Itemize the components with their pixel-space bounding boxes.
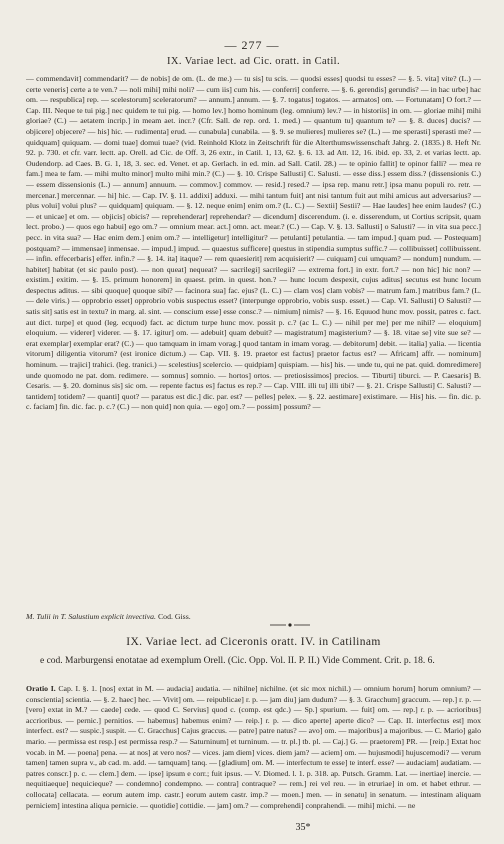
oratio-label: Oratio I.	[26, 684, 56, 693]
page-number: — 277 —	[224, 38, 280, 52]
running-head: IX. Variae lect. ad Cic. oratt. in Catil.	[166, 56, 341, 67]
section-heading-text: IX. Variae lect. ad Ciceronis oratt. IV. in Catilinam	[126, 636, 381, 648]
signature-mark-text: 35*	[295, 822, 311, 833]
signature-mark	[0, 822, 486, 833]
section-heading	[26, 636, 481, 648]
oratio-readings: Cap. I. §. 1. [nos] extat in M. — audacia] audatia. — nihilne] nichilne. (et sic mox nichil.) — omnium horum] horum omnium? — conscientia] scientia. — §. 2. haec] hec. — Vivit] om. — reipublicae] r. p. — jam diu] jam dudum? — §. 3. Gracchum] graccum. — rep.] r. p. — [vero] extat in M.? — caede] cede. — quod C. Servius] quod c. (comp. est qdc.) — Sp.] spurium. — fuit] om. — rep.] r. p. — acrioribus] accrioribus. — pernic.] pernitios. — habemus] habemus enim? — reip.] r. p. — dico aperte] aperte dico? — Cap. II. interfectus est] mox interfect. est? — suspic.] suspit. — C. Gracchus] Cajus graccus. — patre] patre natus? — avo] om. — majoribus] a majoribus. — C. Mario] galo mario. — permissa est resp.] est permissa resp.? — Saturninum] et turninum. — tr. pl.] tb. pl. — Caj.] G. — praetorem] PR. — [reip.] Extat hoc vocab. in M. — poena] pena. — at nos] at vero nos? — vices. jam diem] vices. diem jam? — aciem] om. — hujusmodi] hujuscemodi? — verum tamen] tamen supra v., ab cad. m. add. — tamquam] tanq. — [gladium] om. M. — interfectum te esse] te interf. esse? — audaciam] audatiam. — patres conscr.] p. c. — clem.] dem. — ipse] ipsum e corr.; fuit ipsus. — V. Diomed. l. 1. p. 318. ap. Putsch. Gramm. Lat. — inertiae] inercie. — nequitiaeque] nequicieque? — condemno] condempno. — contra] contraque? — rem.] rei vel reu. — in etruriae] in om. et habet ethrur. — collocata] cellacata. — eorum autem imp. castr.] eorum autem castr. imp.? — moen.] men. — in senatu] in senatum. — intestinam aliquam perniciem] intestina aliqua pernicie. — quotidie] cottidie. — jam] om.? — comprehendi] conprahendi. — mihi] michi. — ne	[26, 684, 481, 810]
explicit-line	[26, 612, 481, 623]
explicit-text: M. Tulii in T. Salustium explicit invectiva.	[26, 612, 157, 621]
variant-readings-block-2	[26, 684, 481, 814]
section-intro: e cod. Marburgensi enotatae ad exemplum Orell. (Cic. Opp. Vol. II. P. II.) Vide Comment. Crit. p. 18. 6.	[40, 656, 435, 666]
ornament-rule-icon	[270, 622, 310, 628]
explicit-source: Cod. Giss.	[157, 612, 191, 621]
variant-readings-block-1: — commendavit] commendarit? — de nobis] de om. (L. de me.) — tu sis] tu scis. — quodsi esses] quodsi tu esses? — §. 5. vita] vite? (L.) — certe veneris] certe a te ven.? — noli mihi] mihi noli? — cum iis] cum his. — conferri] conferre. — §. 6. gerendis] gerundis? — in hac urbe] hac om. — respublica] rep. — scelestorum] sceleratorum? — annum.] annum. — §. 7. togatus] togatos. — armatos] om. — Fortunatam] O fort.? — Cap. III. Neque te tui pig.] nec quidem te tui pig. — homo lev.] homo hominum (leg. omnium) lev.? — in historiis] in om. — gloriae mihi] mihi gloriae? (C.) — aetatem incrip.] in meam aet. incr.? (Cfr. Sall. de rep. ord. 1. med.) — quantum tu] quantum te? — §. 8. duces] ducis? — objicere] objecere? — his] hic. — rudimenta] erud. — cunabula] cunabila. — §. 9. se mulieres] mulieres se? (L.) — me sperasti] sperasti me? — quidquam] quiquam. — domi tuae] domui tuae? (vid. Reinhold Klotz in Zeitschrift für die Alterthumswissenschaft Jahrg. 2. (1835.) 8. Heft Nr. 92. p. 730. et cfr. varr. lectt. ap. Orell. ad Cic. de Off. 3, 26 extr., in Catil. 1, 13, 62. §. 6. 13. ad Att. 12, 16. ibid. ep. 33, 2. et varias lectt. ap. Oudendorp. ad Caes. B. G. 1, 18, 3. sec. ed. Venet. et ap. Gerlach. in ed. min. ad Sall. Catil. 28.) — te opinio fallit] te opinor falli? — mea re fam.] mea te fam. — mihi multo minor] multo mihi min.? (C.) — §. 10. Crispe Sallusti] C. Salusti. — esse diss.] essem diss.? (dissensionis C.) — essem dissensionis (L.) — annum] annuum. — commov.] commov. — resid.] resed.? — ipsa rep. manu retr.] ipsa manu populi ro. retr. — mercenar.] mercennar. — hi] hic. — Cap. IV. §. 11. addixi] adduxi. — mihi tantum fuit] ant nisi tantum fuit aut mihi amicus aut adversarius? — plus volui] volui plus? — quidquam] quiquam. — §. 12. neque enim] enim om.? (L. C.) — Sextii] Sestii? — Hae laudes] hee enim laudes? (C.) — et unicae] et om. — objicis] obicis? — reprehenderar] reprehendar? — dicendum] discerendum. (i. e. disserendum, ut Cortius scripsit, quam lect. probo.) — quos ego habui] ego om.? — omnium mear. act.] omn. act. mear.? (C.) — Cap. V. §. 13. Sallusti] o Salusti? — in vita sua pecc.] pecc. in vita sua? — Hac enim dem.] enim om.? — intelligetur] intelligitur? — petulanti] petulantia. — tam impud.] quam pud. — Postequam] postquam? — immensae] inmensae. — impud.] impud. — quaestus sufficere] questus in stipendia sumptus suffic.? — collibuisset] collibuissent. — infin. effecerbaris] effer. infin.? — §. 14. ita] itaque? — rem quaesierit] rem acquisierit? — cuiquam] cui umquam? — nondum] nundum. — habitet] habitat (et sic paulo post). — non queat] nequeat? — sacrilegi] sacrilegii? — extrema fort.] in extr. fort.? — non hic] hic non? — existim.] exitim. — §. 15. primum honorem] in quaest. prim. in quest. hon.? — hunc locum despexit, cujus aditus] secutus est hunc locum despectus aditus. — sibi quoque] quoque sibi? — facinora sua] fac. ejus? (L. C.) — clam vos] clam vobis? — matrum fam.] matribus fam.? (L. — dele viris.) — opprobrio esset] opprobrio vobis suspectus esset? (interpunge opprobrio, vobis susp. esset.) — Cap. VI. Sallusti] O Salusti? — satis sit] satis est in textu? in marg. al. sint. — conscium esse] esse consc.? — nimium] nimis? — §. 16. Equuod hunc mov. possit, patres c. fact. aut dict. turpe] et quod (leg. ecquod) fact. ac dictum turpe hunc mov. possit p. c.? (ac L. C.) — nihil per me] per me nihil? — eloquium] eloquium. — viderer] viderer. — §. 17. igitur] om. — adebuit] quam debuit? — magistratum] magisterium? — §. 18. vitae se] vite sue se? — erat exemplar] exemplar erat? (C.) — quo tamquam in imam vorag.] quod tantam in imam vorag. — debitorum] debit. — italia] yalia. — licentia vitorum] diligentia vitorum? (est ironice dictum.) — Cap. VII. §. 19. praetor est factus] praetor factus est? — Africam] affr. — nominum] hominum. — trajici] trahici. (leg. tranici.) — scelestius] scelercio. — quidpiam] quispiam. — his] his. — unde tu, qui ne pat. quid. domredimere] unde quomodo ne pat. dom. redimere. — somnus] somnio. — hortos] ortos. — pretiosissimos] precios. — Tiburti] tiburci. — P. Caesaris] B. Cesaris. — §. 20. dominus sis] sic om. — repente factus es] factus es rep.? — Cap. VIII. illi tu] illi tibi? — §. 21. Crispe Sallusti] C. Salusti? — tantidem] totidem? — quanti] quot? — paratus est dic.] dic. par. est? — pelles] pelex. — §. 22. aestimare] existimare. — His] his. — fin. dic. p. c. faciam] fin. dic. fac. p. c.? (C.) — non quid] non quia. — ego] om.? — possim] possum? —	[26, 74, 481, 412]
